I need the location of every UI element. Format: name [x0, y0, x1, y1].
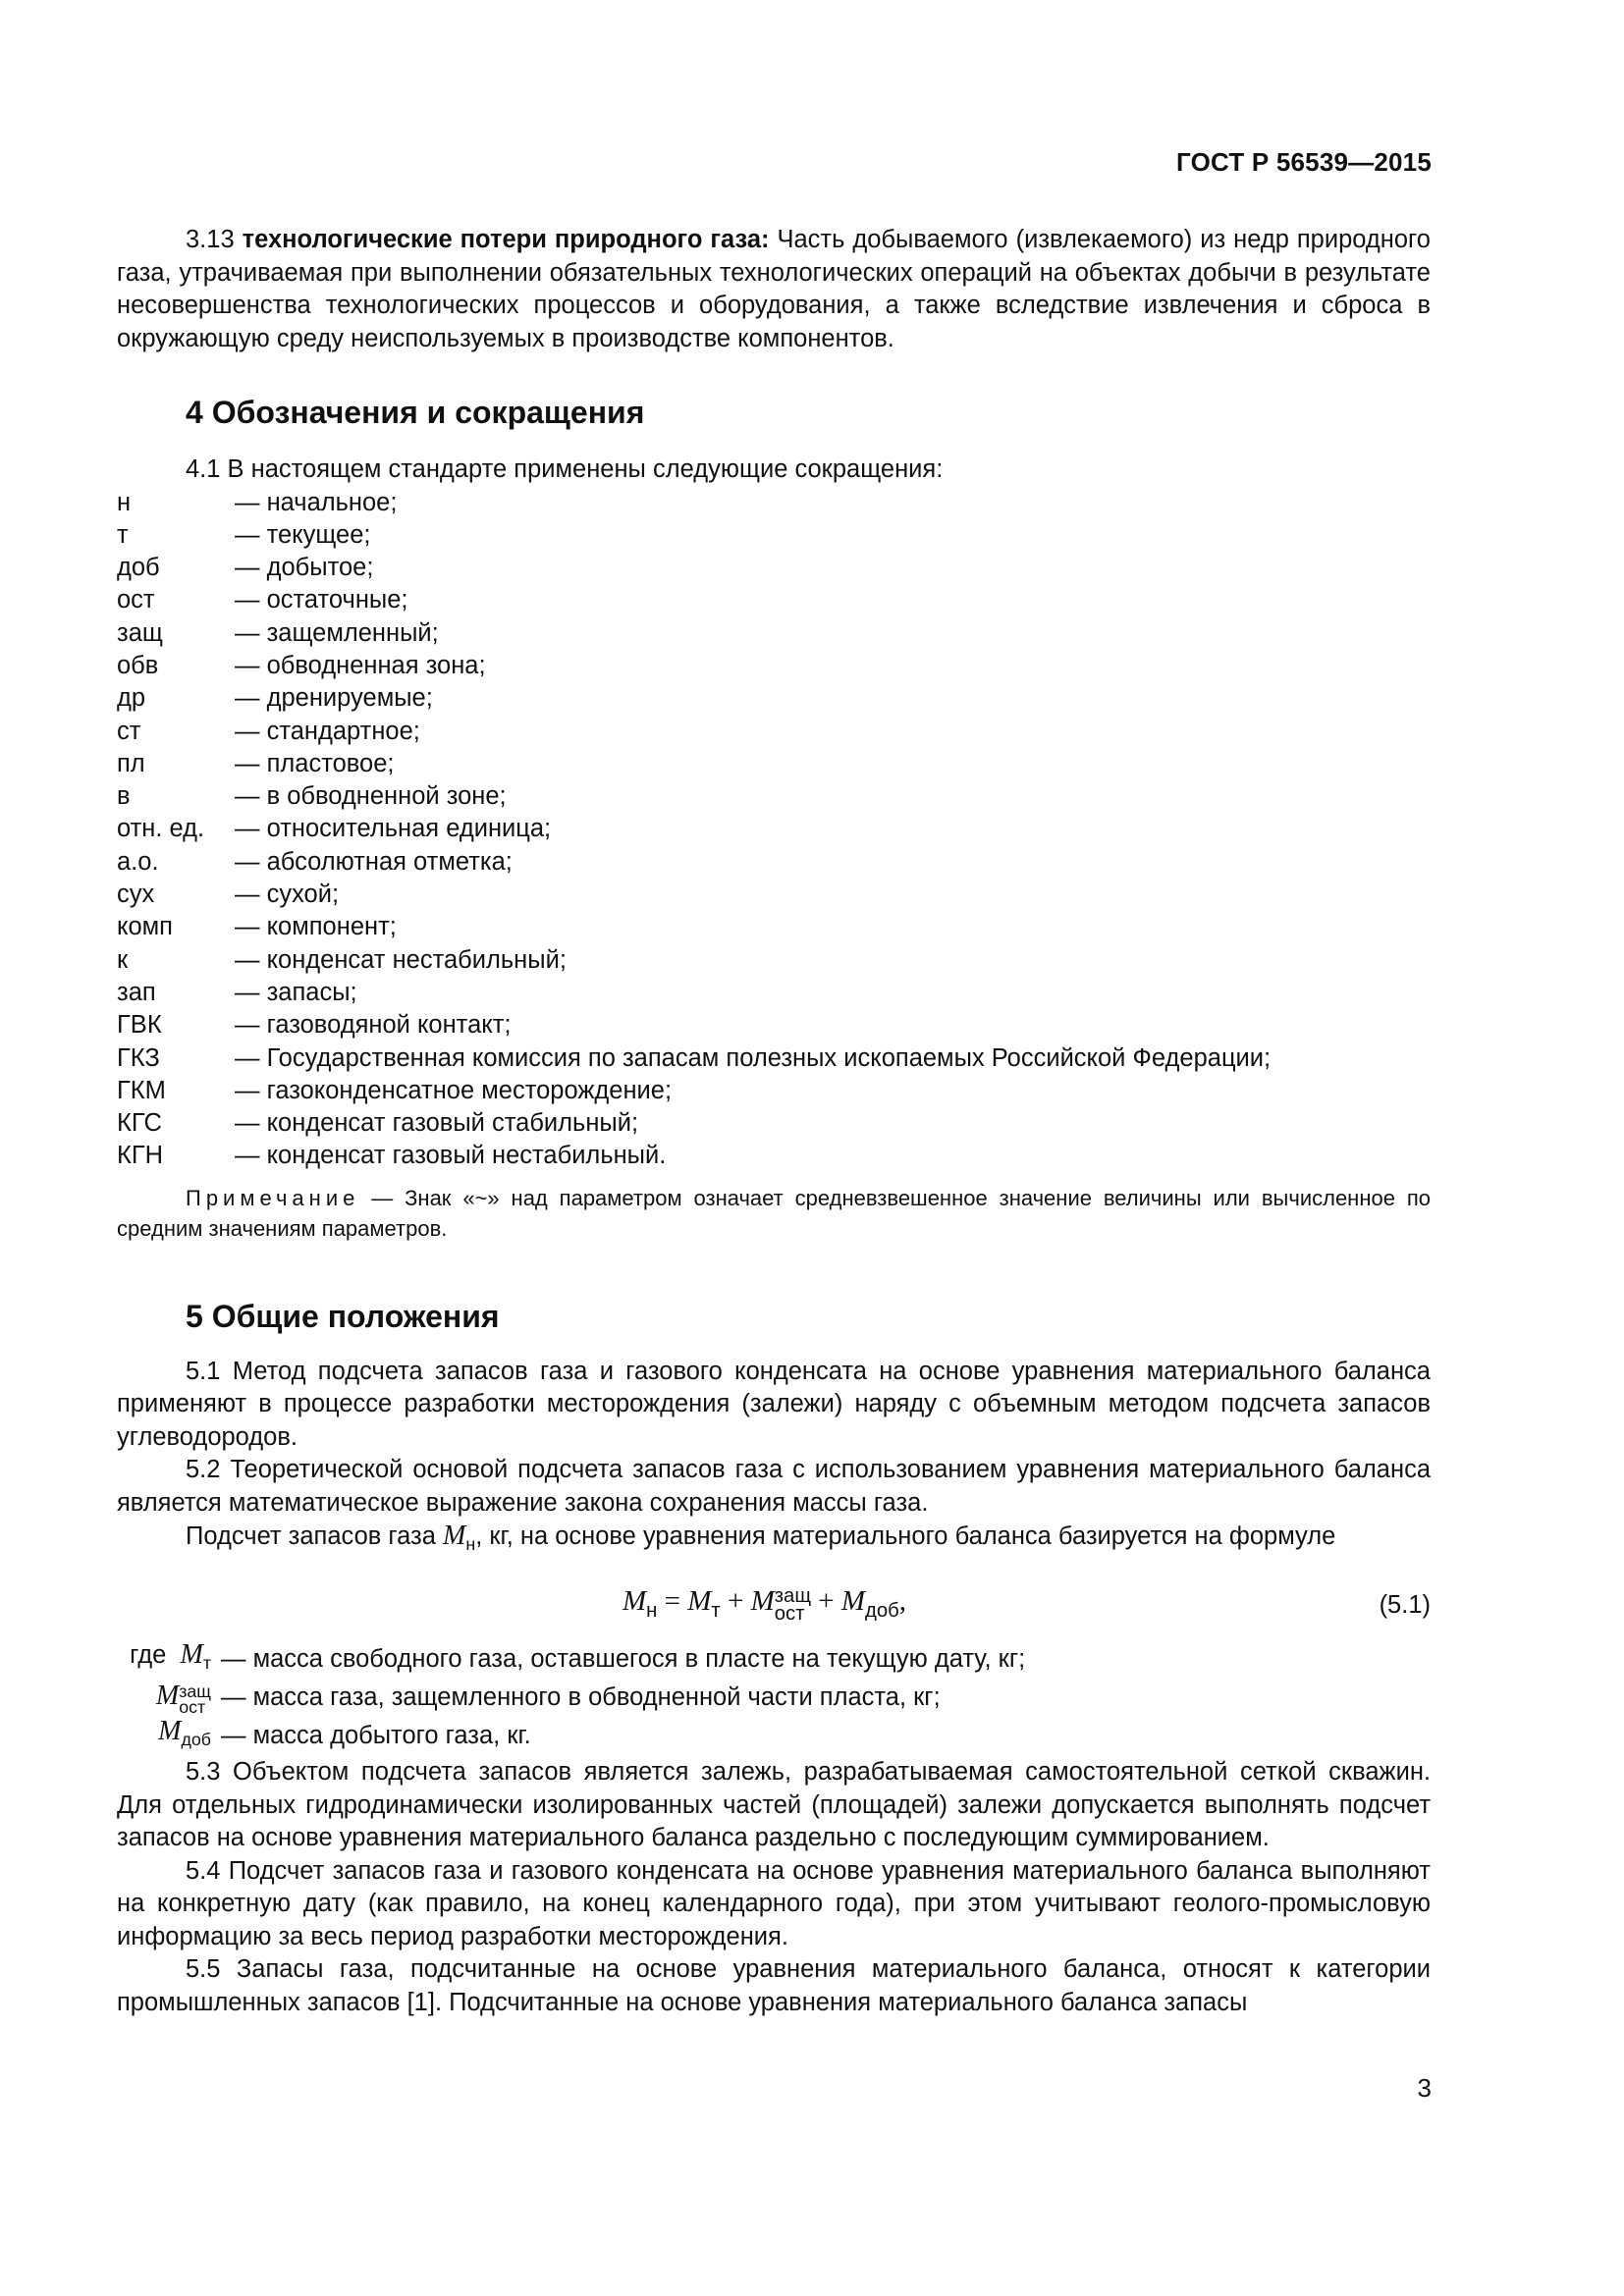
abbreviation-row — [117, 519, 1271, 552]
abbreviation-code: в — [117, 782, 131, 811]
term: технологические потери природного газа: — [242, 226, 770, 253]
abbreviation-description: — абсолютная отметка; — [235, 847, 513, 876]
abbreviation-description: — запасы; — [235, 978, 357, 1006]
note-text: — Знак «~» над параметром означает средневзвешенное значение величины или вычисленное по средним значениям параметров. — [117, 1185, 1431, 1241]
abbreviation-description: — конденсат нестабильный; — [235, 945, 567, 974]
abbreviation-code: н — [117, 488, 132, 516]
abbreviation-row — [117, 682, 1271, 715]
section-5-title: 5 Общие положения — [186, 1298, 500, 1334]
abbreviation-row — [117, 716, 1271, 748]
abbreviation-row — [117, 911, 1271, 943]
abbreviation-row — [117, 748, 1271, 780]
legend-row: М защ ост — масса газа, защемленного в обводненной части пласта, кг; — [155, 1681, 941, 1718]
clause-5-2: 5.2 Теоретической основой подсчета запасов газа с использованием уравнения материального баланса является математическое выражение закона сохранения массы газа. — [117, 1456, 1431, 1517]
section-4-title: 4 Обозначения и сокращения — [186, 395, 645, 430]
abbreviation-code: ГВК — [117, 1011, 162, 1040]
abbreviation-code: ГКМ — [117, 1076, 166, 1104]
abbreviation-row — [117, 944, 1271, 977]
clause-5-4: 5.4 Подсчет запасов газа и газового конденсата на основе уравнения материального баланса выполняют на конкретную дату (как правило, на конец календарного года), при этом учитывают геолого-промысловую информацию за весь период разработки месторождения. — [117, 1856, 1431, 1950]
abbreviation-code: КГН — [117, 1142, 164, 1170]
clause-4-1: 4.1 В настоящем стандарте применены следующие сокращения: — [186, 455, 944, 483]
abbreviation-description: — газоводяной контакт; — [235, 1011, 512, 1040]
abbreviation-description: — защемленный; — [235, 618, 439, 647]
abbreviation-row — [117, 552, 1271, 584]
formula-number: (5.1) — [1379, 1590, 1431, 1619]
clause-5-3: 5.3 Объектом подсчета запасов является залежь, разрабатываемая самостоятельной сеткой скважин. Для отдельных гидродинамически изолированных частей (площадей) залежи допускается выполнять подсчет запасов на основе уравнения материального баланса раздельно с последующим суммированием. — [117, 1758, 1431, 1852]
note-label: Примечание — [186, 1185, 360, 1210]
formula-5-1 — [117, 1579, 1431, 1629]
abbreviation-code: доб — [117, 554, 160, 582]
abbreviation-code: защ — [117, 618, 163, 647]
abbreviation-description: — пластовое; — [235, 749, 395, 777]
abbreviation-code: т — [117, 520, 129, 549]
abbreviation-row — [117, 1075, 1271, 1107]
abbreviation-row — [117, 1009, 1271, 1041]
note — [117, 1183, 1431, 1244]
abbreviation-description: — Государственная комиссия по запасам полезных ископаемых Российской Федерации; — [235, 1043, 1272, 1072]
abbreviation-row — [117, 1107, 1271, 1140]
abbreviation-row — [117, 1140, 1271, 1172]
abbreviation-description: — обводненная зона; — [235, 651, 486, 679]
abbreviation-row — [117, 584, 1271, 616]
abbreviation-row — [117, 617, 1271, 650]
abbreviation-row — [117, 846, 1271, 879]
abbreviation-code: отн. ед. — [117, 815, 205, 843]
abbreviation-description: — относительная единица; — [235, 815, 552, 843]
formula-legend — [117, 1638, 1025, 1756]
abbreviation-description: — в обводненной зоне; — [235, 782, 507, 811]
abbreviation-description: — дренируемые; — [235, 684, 433, 713]
abbreviation-description: — конденсат газовый нестабильный. — [235, 1142, 667, 1170]
abbreviation-code: обв — [117, 651, 159, 679]
abbreviation-code: КГС — [117, 1109, 162, 1138]
abbreviation-description: — сухой; — [235, 881, 340, 909]
abbreviation-code: зап — [117, 978, 156, 1006]
abbreviation-row — [117, 813, 1271, 845]
abbreviation-description: — добытое; — [235, 554, 374, 582]
abbreviation-code: ост — [117, 586, 155, 614]
abbreviation-code: др — [117, 684, 146, 713]
abbreviation-description: — остаточные; — [235, 586, 408, 614]
clause-number: 3.13 — [186, 226, 235, 253]
abbreviation-code: ГКЗ — [117, 1043, 160, 1072]
clause-5-1: 5.1 Метод подсчета запасов газа и газового конденсата на основе уравнения материального баланса применяют в процессе разработки месторождения (залежи) наряду с объемным методом подсчета запасов углеводородов. — [117, 1357, 1431, 1451]
definition: Часть добываемого (извлекаемого) из недр природного газа, утрачиваемая при выполнении обязательных технологических операций на объектах добычи в результате несовершенства технологических процессов и оборудования, а также вследствие извлечения и сброса в окружающую среду неиспользуемых в производстве компонентов. — [117, 226, 1431, 352]
abbreviation-row — [117, 650, 1271, 682]
clause-3-13 — [117, 224, 1431, 355]
abbreviation-code: ст — [117, 717, 141, 745]
abbreviation-code: комп — [117, 913, 173, 941]
abbreviation-code: пл — [117, 749, 145, 777]
abbreviation-code: сух — [117, 881, 155, 909]
abbreviation-code: к — [117, 945, 129, 974]
abbreviation-row — [117, 780, 1271, 813]
abbreviation-description: — компонент; — [235, 913, 397, 941]
abbreviation-row — [117, 487, 1271, 519]
formula-expression: $М_н = М_т + М$ защ ост + $М_{доб}$, — [623, 1584, 907, 1626]
abbreviation-description: — стандартное; — [235, 717, 420, 745]
legend-row: где $М_т$ — масса свободного газа, оставшегося в пласте на текущую дату, кг; — [130, 1638, 1026, 1674]
abbreviation-description: — начальное; — [235, 488, 398, 516]
legend-row: $М_{доб}$ — масса добытого газа, кг. — [158, 1716, 531, 1750]
clause-5-5: 5.5 Запасы газа, подсчитанные на основе уравнения материального баланса, относят к категории промышленных запасов [1]. Подсчитанные на основе уравнения материального баланса запасы — [117, 1955, 1431, 2016]
abbreviation-description: — текущее; — [235, 520, 371, 549]
page-number: 3 — [1417, 2073, 1432, 2103]
abbreviations-list — [117, 487, 1271, 1173]
abbreviation-row — [117, 1042, 1271, 1075]
abbreviation-row — [117, 879, 1271, 911]
abbreviation-row — [117, 977, 1271, 1009]
page-content — [117, 224, 1431, 2019]
abbreviation-code: а.о. — [117, 847, 159, 876]
document-id: ГОСТ Р 56539—2015 — [1176, 147, 1432, 177]
abbreviation-description: — газоконденсатное месторождение; — [235, 1076, 673, 1104]
abbreviation-description: — конденсат газовый стабильный; — [235, 1109, 639, 1138]
formula-intro: Подсчет запасов газа $М_н$, кг, на основе уравнения материального баланса базируется на формуле — [186, 1521, 1336, 1555]
